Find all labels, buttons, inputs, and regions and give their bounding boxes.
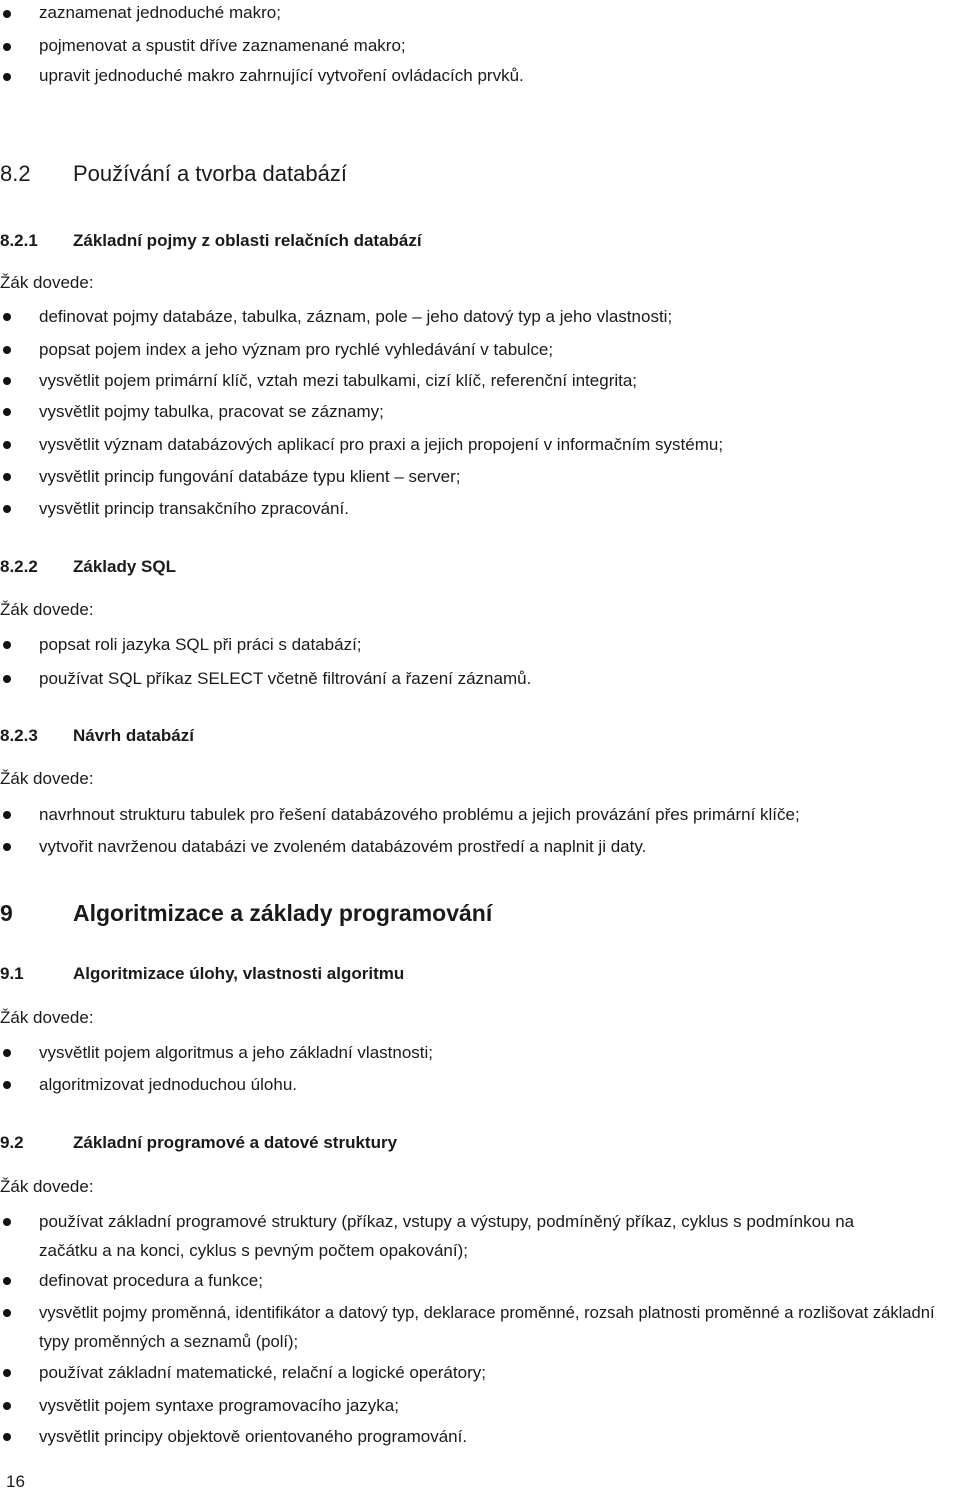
page-number: 16 [6, 1472, 25, 1491]
bullet-icon [3, 811, 11, 819]
list-item: definovat procedura a funkce; [0, 1266, 960, 1295]
bullet-icon [3, 641, 11, 649]
list-item: používat základní matematické, relační a logické operátory; [0, 1358, 960, 1387]
bullet-icon [3, 505, 11, 513]
intro-text: Žák dovede: [0, 1177, 94, 1196]
list-item: používat základní programové struktury (příkaz, vstupy a výstupy, podmíněný příkaz, cyklus s podmínkou na začátku a na konci, cyklus s pevným počtem opakování); [0, 1207, 960, 1265]
bullet-icon [3, 408, 11, 416]
list-item: popsat roli jazyka SQL při práci s databází; [0, 630, 960, 659]
list-item: používat SQL příkaz SELECT včetně filtrování a řazení záznamů. [0, 664, 960, 693]
section-heading-8-2-2: 8.2.2 Základy SQL [0, 557, 176, 576]
list-item: upravit jednoduché makro zahrnující vytvoření ovládacích prvků. [0, 63, 960, 92]
list-item: vysvětlit pojmy tabulka, pracovat se záznamy; [0, 397, 960, 426]
list-item: vysvětlit principy objektově orientovaného programování. [0, 1422, 960, 1451]
list-item: vysvětlit pojem primární klíč, vztah mezi tabulkami, cizí klíč, referenční integrita; [0, 366, 960, 395]
bullet-icon [3, 1049, 11, 1057]
intro-text: Žák dovede: [0, 600, 94, 619]
list-item: definovat pojmy databáze, tabulka, záznam, pole – jeho datový typ a jeho vlastnosti; [0, 302, 960, 331]
section-heading-8-2: 8.2 Používání a tvorba databází [0, 161, 347, 186]
intro-text: Žák dovede: [0, 1008, 94, 1027]
list-item: vysvětlit význam databázových aplikací pro praxi a jejich propojení v informačním systému; [0, 430, 960, 459]
bullet-icon [3, 1277, 11, 1285]
bullet-icon [3, 1369, 11, 1377]
bullet-icon [3, 441, 11, 449]
list-item: vysvětlit pojem syntaxe programovacího jazyka; [0, 1391, 960, 1420]
list-item: vytvořit navrženou databázi ve zvoleném databázovém prostředí a naplnit ji daty. [0, 832, 960, 861]
bullet-icon [3, 1433, 11, 1441]
list-item: vysvětlit pojem algoritmus a jeho základní vlastnosti; [0, 1038, 960, 1067]
section-heading-8-2-1: 8.2.1 Základní pojmy z oblasti relačních databází [0, 231, 422, 250]
bullet-icon [3, 43, 11, 51]
intro-text: Žák dovede: [0, 769, 94, 788]
section-heading-8-2-3: 8.2.3 Návrh databází [0, 726, 194, 745]
bullet-icon [3, 1309, 11, 1317]
bullet-icon [3, 1218, 11, 1226]
list-item: navrhnout strukturu tabulek pro řešení databázového problému a jejich provázání přes primární klíče; [0, 800, 960, 829]
list-item: vysvětlit princip fungování databáze typu klient – server; [0, 462, 960, 491]
bullet-icon [3, 1081, 11, 1089]
bullet-icon [3, 346, 11, 354]
list-item: vysvětlit pojmy proměnná, identifikátor a datový typ, deklarace proměnné, rozsah platnosti proměnné a rozlišovat základní typy proměnných a seznamů (polí); [0, 1298, 960, 1356]
list-item: zaznamenat jednoduché makro; [0, 0, 960, 29]
list-item: popsat pojem index a jeho význam pro rychlé vyhledávání v tabulce; [0, 335, 960, 364]
bullet-icon [3, 73, 11, 81]
bullet-icon [3, 675, 11, 683]
bullet-icon [3, 1402, 11, 1410]
chapter-heading-9: 9 Algoritmizace a základy programování [0, 900, 493, 926]
list-item: pojmenovat a spustit dříve zaznamenané makro; [0, 33, 960, 62]
list-item: vysvětlit princip transakčního zpracování. [0, 494, 960, 523]
list-item: algoritmizovat jednoduchou úlohu. [0, 1070, 960, 1099]
section-heading-9-2: 9.2 Základní programové a datové struktury [0, 1133, 398, 1152]
bullet-icon [3, 473, 11, 481]
bullet-icon [3, 10, 11, 18]
section-heading-9-1: 9.1 Algoritmizace úlohy, vlastnosti algoritmu [0, 964, 405, 983]
bullet-icon [3, 313, 11, 321]
bullet-icon [3, 843, 11, 851]
intro-text: Žák dovede: [0, 273, 94, 292]
bullet-icon [3, 377, 11, 385]
